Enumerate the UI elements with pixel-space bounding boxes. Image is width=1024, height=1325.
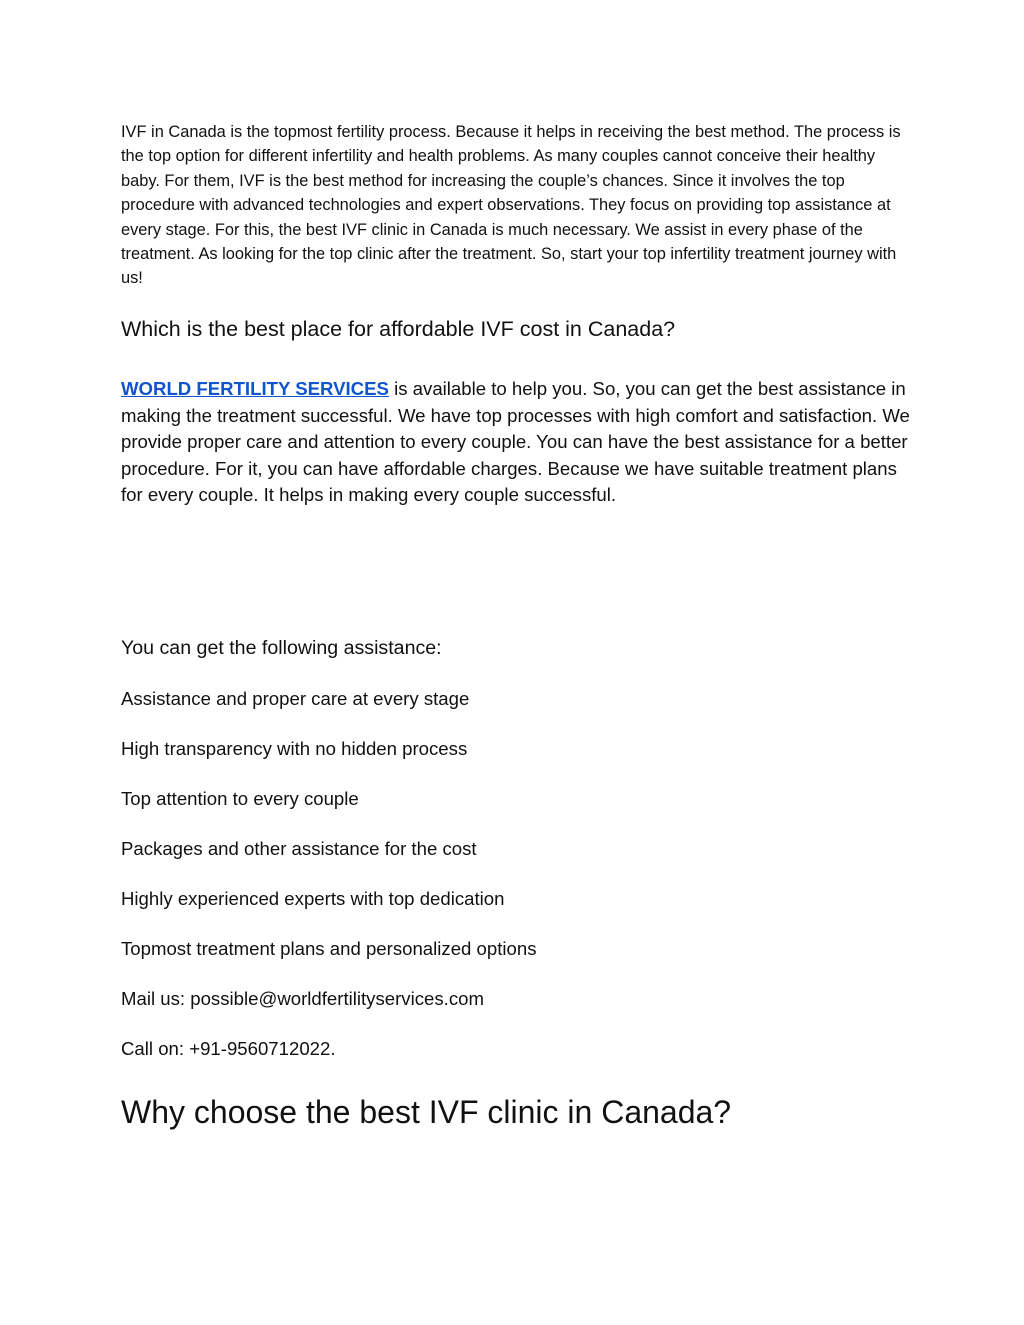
intro-paragraph: IVF in Canada is the topmost fertility process. Because it helps in receiving the best method. The process is the top option for different infertility and health problems. As many couples cannot conceive their healthy baby. For them, IVF is the best method for increasing the couple’s chances. Since it involves the top procedure with advanced technologies and expert observations. They focus on providing top assistance at every stage. For this, the best IVF clinic in Canada is much necessary. We assist in every phase of the treatment. As looking for the top clinic after the treatment. So, start your top infertility treatment journey with us! [121, 123, 901, 288]
world-fertility-services-link[interactable]: WORLD FERTILITY SERVICES [121, 378, 389, 399]
assistance-item: Highly experienced experts with top dedication [121, 888, 505, 909]
contact-call: Call on: +91-9560712022. [121, 1038, 336, 1059]
assistance-heading: You can get the following assistance: [121, 637, 442, 659]
assistance-item: High transparency with no hidden process [121, 738, 468, 759]
services-paragraph [121, 376, 911, 509]
assistance-item: Assistance and proper care at every stage [121, 688, 470, 709]
question-heading: Which is the best place for affordable IVF cost in Canada? [121, 317, 676, 341]
assistance-item: Packages and other assistance for the cost [121, 838, 477, 859]
services-paragraph-text: is available to help you. So, you can get the best assistance in making the treatment successful. We have top processes with high comfort and satisfaction. We provide proper care and attention to every couple. You can have the best assistance for a better procedure. For it, you can have affordable charges. Because we have suitable treatment plans for every couple. It helps in making every couple successful. [121, 378, 910, 506]
section-heading: Why choose the best IVF clinic in Canada? [121, 1094, 732, 1130]
contact-mail: Mail us: possible@worldfertilityservices.com [121, 988, 484, 1009]
assistance-item: Topmost treatment plans and personalized options [121, 938, 537, 959]
assistance-item: Top attention to every couple [121, 788, 359, 809]
